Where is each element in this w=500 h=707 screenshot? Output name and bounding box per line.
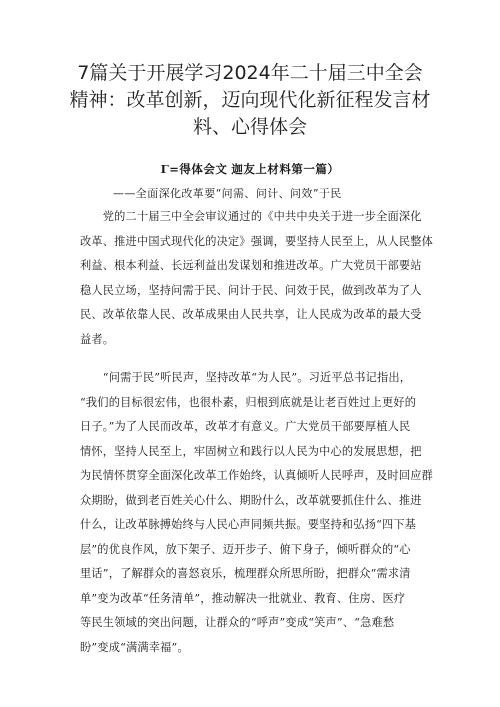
paragraph-line: “问需于民”听民声，坚持改革“为人民”。习近平总书记指出， (80, 371, 412, 384)
paragraph-line: 等民生领域的突出问题，让群众的“呼声”变成“笑声”、“急难愁 (80, 616, 395, 629)
paragraph-2 (80, 366, 434, 660)
paragraph-1 (80, 205, 434, 352)
section-heading: Γ=得体会文᠎ 迦友上材料第一篇） (160, 162, 340, 176)
paragraph-line: 党的二十届三中全会审议通过的《中共中央关于进一步全面深化 (80, 210, 422, 223)
document-title (40, 60, 460, 141)
paragraph-line: 改革、推进中国式现代化的决定》强调，要坚持人民至上，从人民整体 (80, 234, 434, 248)
paragraph-line: 稳人民立场，坚持问需于民、问计于民、问效于民，做到改革为了人 (80, 283, 422, 297)
paragraph-line: 盼”变成“满满幸福”。 (80, 640, 189, 654)
paragraph-line: 利益、根本利益、长远利益出发谋划和推进改革。广大党员干部要站 (80, 259, 422, 272)
title-line-3: 料、心得体会 (192, 116, 307, 138)
paragraph-line: 民、改革依靠人民、改革成果由人民共享，让人民成为改革的最大受 (80, 308, 422, 321)
paragraph-line: 情怀，坚持人民至上，牢固树立和践行以人民为中心的发展思想，把 (80, 444, 422, 458)
paragraph-line: 层”的优良作风，放下架子、迈开步子、俯下身子，倾听群众的“心 (80, 542, 411, 556)
paragraph-line: 里话”，了解群众的喜怒哀乐，梳理群众所思所盼，把群众“需求清 (80, 567, 411, 580)
section-subheading: ——全面深化改革要“问需、问计、问效”于民 (113, 187, 342, 200)
paragraph-line: 众期盼，做到老百姓关心什么、期盼什么，改革就要抓住什么、推进 (80, 493, 422, 507)
paragraph-line: 益者。 (80, 332, 115, 346)
paragraph-line: 单”变为改革“任务清单”，推动解决一批就业、教育、住房、医疗 (80, 591, 406, 605)
title-line-1: 7篇关于开展学习2024年二十届三中全会 (77, 62, 423, 84)
paragraph-line: 什么，让改革脉搏始终与人民心声同频共振。要坚持和弘扬“四下基 (80, 518, 417, 531)
paragraph-line: 日子。”为了人民而改革，改革才有意义。广大党员干部要厚植人民 (80, 420, 411, 433)
paragraph-line: 为民情怀贯穿全面深化改革工作始终，认真倾听人民呼声，及时回应群 (80, 469, 434, 482)
paragraph-line: “我们的目标很宏伟，也很朴素，归根到底就是让老百姓过上更好的 (80, 395, 417, 409)
title-line-2: 精神：改革创新，迈向现代化新征程发言材 (69, 89, 431, 111)
